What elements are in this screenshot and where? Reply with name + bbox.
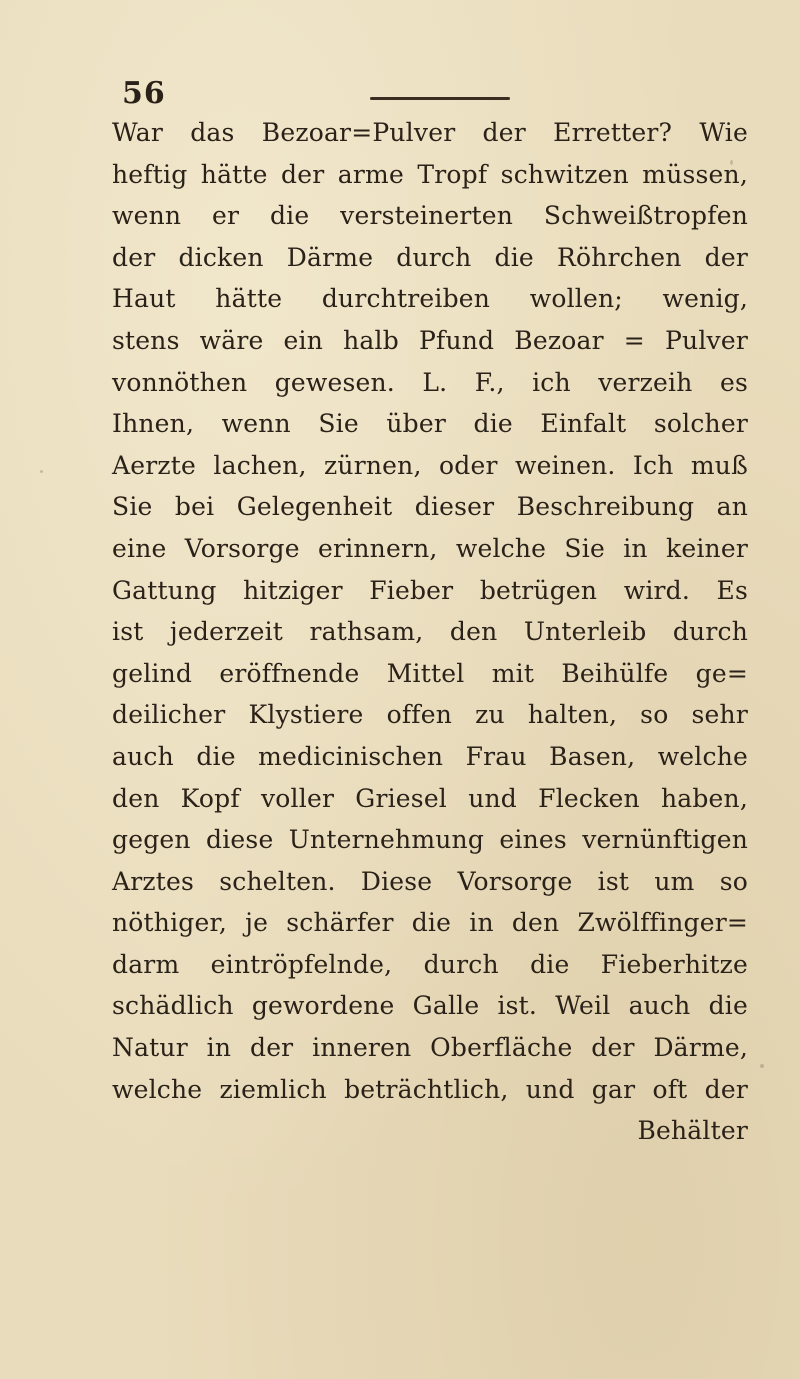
text-line: nöthiger, je schärfer die in den Zwölffinger=	[112, 908, 748, 938]
text-line: ist jederzeit rathsam, den Unterleib durch	[112, 617, 748, 647]
text-line: Haut hätte durchtreiben wollen; wenig,	[112, 284, 748, 314]
text-line: Sie bei Gelegenheit dieser Beschreibung an	[112, 492, 748, 522]
text-line: Natur in der inneren Oberfläche der Därme,	[112, 1033, 748, 1063]
paper-speck	[760, 1064, 764, 1068]
text-line: Arztes schelten. Diese Vorsorge ist um so	[112, 866, 748, 896]
paper-speck	[730, 160, 733, 165]
text-line: Aerzte lachen, zürnen, oder weinen. Ich muß	[112, 450, 748, 480]
text-line: eine Vorsorge erinnern, welche Sie in keiner	[112, 533, 748, 563]
text-line: wenn er die versteinerten Schweißtropfen	[112, 201, 748, 231]
text-line: den Kopf voller Griesel und Flecken haben,	[112, 783, 748, 813]
catchword: Behälter	[637, 1116, 748, 1146]
text-line: heftig hätte der arme Tropf schwitzen müssen,	[112, 159, 748, 189]
paper-speck	[40, 470, 43, 473]
text-line: Ihnen, wenn Sie über die Einfalt solcher	[112, 409, 748, 439]
text-line: darm eintröpfelnde, durch die Fieberhitze	[112, 949, 748, 979]
header-rule	[370, 97, 510, 100]
page-number: 56	[122, 76, 166, 111]
text-line: stens wäre ein halb Pfund Bezoar = Pulver	[112, 325, 748, 355]
text-line: vonnöthen gewesen. L. F., ich verzeih es	[112, 367, 748, 397]
text-line: Gattung hitziger Fieber betrügen wird. Es	[112, 575, 748, 605]
text-line: schädlich gewordene Galle ist. Weil auch die	[112, 991, 748, 1021]
text-line: gelind eröffnende Mittel mit Beihülfe ge=	[112, 658, 748, 688]
text-line: War das Bezoar=Pulver der Erretter? Wie	[112, 118, 748, 147]
text-line: auch die medicinischen Frau Basen, welche	[112, 741, 748, 771]
text-line: deilicher Klystiere offen zu halten, so sehr	[112, 700, 748, 730]
text-line: welche ziemlich beträchtlich, und gar oft der	[112, 1074, 748, 1104]
text-line: gegen diese Unternehmung eines vernünftigen	[112, 825, 748, 855]
text-line: der dicken Därme durch die Röhrchen der	[112, 242, 748, 272]
body-text	[112, 112, 748, 1152]
